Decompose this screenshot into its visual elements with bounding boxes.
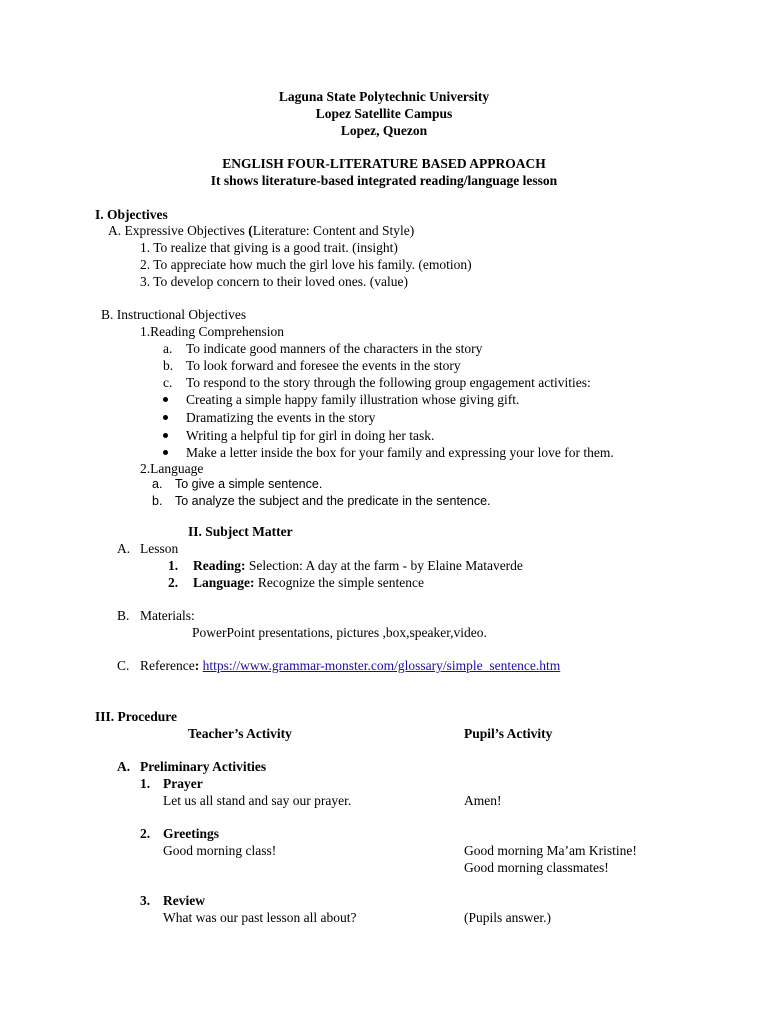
teacher-activity: Let us all stand and say our prayer.: [163, 793, 352, 808]
reference-link[interactable]: https://www.grammar-monster.com/glossary/simple_sentence.htm: [202, 658, 561, 673]
expressive-objective-3: 3. To develop concern to their loved ones. (value): [140, 274, 408, 289]
pupil-activity: Good morning Ma’am Kristine!: [464, 843, 637, 858]
step-label: Greetings: [163, 826, 219, 841]
language-item: To give a simple sentence.: [175, 477, 323, 491]
reading-item: To respond to the story through the following group engagement activities:: [186, 375, 591, 390]
preliminary-marker: A.: [117, 759, 131, 774]
campus-name: Lopez Satellite Campus: [315, 106, 453, 121]
step-number: 3.: [140, 893, 151, 908]
step-label: Review: [163, 893, 205, 908]
materials-list: PowerPoint presentations, pictures ,box,speaker,video.: [192, 625, 487, 640]
language-label: 2.Language: [140, 461, 204, 476]
pupil-activity: Good morning classmates!: [464, 860, 609, 875]
activity-item: Writing a helpful tip for girl in doing her task.: [186, 428, 435, 443]
pupil-activity: Amen!: [464, 793, 502, 808]
step-label: Prayer: [163, 776, 203, 791]
materials-label: Materials:: [140, 608, 195, 623]
reading-item: To look forward and foresee the events in the story: [186, 358, 461, 373]
language-topic: Language: Recognize the simple sentence: [193, 575, 424, 590]
teacher-activity: Good morning class!: [163, 843, 277, 858]
bullet-icon: [163, 433, 168, 438]
bullet-icon: [163, 415, 168, 420]
pupil-activity-header: Pupil’s Activity: [464, 726, 553, 741]
procedure-heading: III. Procedure: [95, 709, 177, 724]
teacher-activity-header: Teacher’s Activity: [188, 726, 292, 741]
activity-item: Creating a simple happy family illustration whose giving gift.: [186, 392, 520, 407]
lesson-marker: A.: [117, 541, 131, 556]
bullet-icon: [163, 397, 168, 402]
language-item: To analyze the subject and the predicate in the sentence.: [175, 494, 491, 508]
document-title: ENGLISH FOUR-LITERATURE BASED APPROACH: [222, 156, 546, 171]
activity-item: Make a letter inside the box for your family and expressing your love for them.: [186, 445, 614, 460]
step-number: 1.: [140, 776, 151, 791]
reading-item: To indicate good manners of the characters in the story: [186, 341, 483, 356]
bullet-icon: [163, 450, 168, 455]
instructional-objectives-label: B. Instructional Objectives: [101, 307, 247, 322]
reading-item-marker: b.: [163, 358, 174, 373]
expressive-objective-1: 1. To realize that giving is a good trait. (insight): [140, 240, 398, 255]
document-subtitle: It shows literature-based integrated reading/language lesson: [210, 173, 558, 188]
university-name: Laguna State Polytechnic University: [278, 89, 490, 104]
reading-number: 1.: [168, 558, 179, 573]
language-item-marker: b.: [152, 494, 163, 508]
activity-item: Dramatizing the events in the story: [186, 410, 376, 425]
campus-location: Lopez, Quezon: [340, 123, 428, 138]
language-number: 2.: [168, 575, 179, 590]
preliminary-activities-label: Preliminary Activities: [140, 759, 267, 774]
pupil-activity: (Pupils answer.): [464, 910, 551, 925]
step-number: 2.: [140, 826, 151, 841]
reading-item-marker: c.: [163, 375, 173, 390]
expressive-objectives-label: A. Expressive Objectives (Literature: Content and Style): [108, 223, 415, 238]
materials-marker: B.: [117, 608, 130, 623]
language-item-marker: a.: [152, 477, 163, 491]
reading-comprehension-label: 1.Reading Comprehension: [140, 324, 284, 339]
lesson-label: Lesson: [140, 541, 179, 556]
teacher-activity: What was our past lesson all about?: [163, 910, 357, 925]
reading-selection: Reading: Selection: A day at the farm - by Elaine Mataverde: [193, 558, 523, 573]
objectives-heading: I. Objectives: [95, 207, 168, 222]
expressive-objective-2: 2. To appreciate how much the girl love his family. (emotion): [140, 257, 472, 272]
reference-marker: C.: [117, 658, 130, 673]
reference-line: Reference: https://www.grammar-monster.com/glossary/simple_sentence.htm: [140, 658, 561, 673]
reading-item-marker: a.: [163, 341, 173, 356]
subject-matter-heading: II. Subject Matter: [188, 524, 293, 539]
